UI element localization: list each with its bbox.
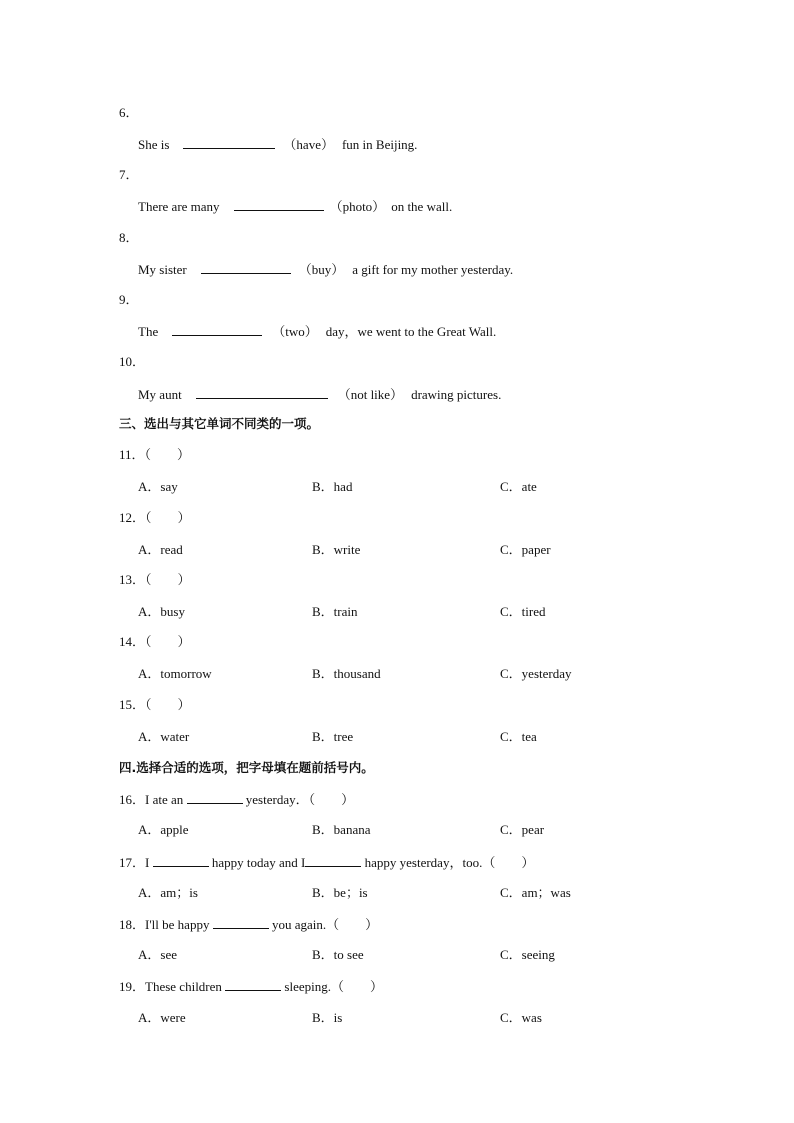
question-10-hint: （not like） — [337, 387, 404, 402]
question-8-after: a gift for my mother yesterday. — [352, 262, 514, 277]
question-14-option-a[interactable]: A．tomorrow — [138, 666, 212, 681]
question-17-part2: happy today and I — [211, 855, 306, 870]
question-19-blank[interactable] — [225, 978, 281, 991]
question-13-option-a[interactable]: A．busy — [138, 604, 185, 619]
question-16-stem — [119, 791, 354, 808]
question-12-option-c[interactable]: C．paper — [500, 542, 551, 557]
question-6-number: 6． — [119, 105, 139, 120]
question-19-number: 19． — [119, 979, 146, 994]
question-16-option-b[interactable]: B．banana — [312, 822, 371, 837]
question-17-stem — [119, 854, 534, 871]
question-17-blank-2[interactable] — [305, 854, 361, 867]
question-7-before: There are many — [138, 199, 220, 214]
question-18-blank[interactable] — [213, 916, 269, 929]
question-19-option-c[interactable]: C．was — [500, 1010, 542, 1025]
question-17-option-c[interactable]: C．am；was — [500, 885, 571, 900]
question-9-text — [138, 323, 496, 340]
question-8-number: 8． — [119, 230, 139, 245]
question-18-option-a[interactable]: A．see — [138, 947, 177, 962]
question-12-option-a[interactable]: A．read — [138, 542, 183, 557]
section-4-title: 四.选择合适的选项，把字母填在题前括号内。 — [119, 760, 374, 775]
question-7-number: 7． — [119, 167, 139, 182]
question-16-part1: I ate an — [145, 792, 184, 807]
question-16-blank[interactable] — [187, 791, 243, 804]
question-8-text — [138, 261, 513, 278]
question-10-blank[interactable] — [196, 386, 328, 399]
question-8-hint: （buy） — [298, 262, 345, 277]
question-13-stem: 13．（ ） — [119, 572, 191, 587]
question-13-option-b[interactable]: B．train — [312, 604, 358, 619]
question-17-number: 17． — [119, 855, 146, 870]
question-6-hint: （have） — [283, 137, 334, 152]
question-19-option-a[interactable]: A．were — [138, 1010, 186, 1025]
question-9-after: day，we went to the Great Wall. — [325, 324, 497, 339]
question-9-before: The — [138, 324, 159, 339]
question-11-option-a[interactable]: A．say — [138, 479, 178, 494]
question-13-option-c[interactable]: C．tired — [500, 604, 546, 619]
question-9-number: 9． — [119, 292, 139, 307]
question-17-blank-1[interactable] — [153, 854, 209, 867]
question-14-option-b[interactable]: B．thousand — [312, 666, 381, 681]
question-15-stem: 15．（ ） — [119, 697, 191, 712]
question-15-option-c[interactable]: C．tea — [500, 729, 537, 744]
question-17-part3: happy yesterday，too.（ ） — [364, 855, 535, 870]
question-16-part2: yesterday．（ ） — [245, 792, 355, 807]
question-16-option-c[interactable]: C．pear — [500, 822, 545, 837]
question-19-stem — [119, 978, 383, 995]
question-17-option-b[interactable]: B．be；is — [312, 885, 368, 900]
question-9-hint: （two） — [272, 324, 318, 339]
question-6-after: fun in Beijing. — [341, 137, 418, 152]
question-8-blank[interactable] — [201, 261, 291, 274]
question-11-option-b[interactable]: B．had — [312, 479, 353, 494]
question-19-part2: sleeping.（ ） — [284, 979, 383, 994]
question-17-option-a[interactable]: A．am；is — [138, 885, 198, 900]
question-6-text — [138, 136, 417, 153]
question-14-stem: 14．（ ） — [119, 634, 191, 649]
question-10-number: 10． — [119, 354, 146, 369]
question-16-option-a[interactable]: A．apple — [138, 822, 189, 837]
question-16-number: 16． — [119, 792, 146, 807]
section-3-title: 三、选出与其它单词不同类的一项。 — [119, 416, 320, 431]
question-12-stem: 12．（ ） — [119, 510, 191, 525]
question-17-part1: I — [145, 855, 150, 870]
question-7-hint: （photo） — [329, 199, 386, 214]
question-11-stem: 11．（ ） — [119, 447, 191, 462]
question-18-option-c[interactable]: C．seeing — [500, 947, 555, 962]
question-7-after: on the wall. — [391, 199, 453, 214]
question-18-part2: you again.（ ） — [271, 917, 379, 932]
question-7-blank[interactable] — [234, 198, 324, 211]
question-15-option-b[interactable]: B．tree — [312, 729, 354, 744]
question-19-option-b[interactable]: B．is — [312, 1010, 343, 1025]
question-19-part1: These children — [145, 979, 222, 994]
question-14-option-c[interactable]: C．yesterday — [500, 666, 572, 681]
question-10-text — [138, 386, 501, 403]
question-18-option-b[interactable]: B．to see — [312, 947, 364, 962]
question-15-option-a[interactable]: A．water — [138, 729, 190, 744]
question-18-part1: I'll be happy — [145, 917, 210, 932]
question-8-before: My sister — [138, 262, 187, 277]
question-6-blank[interactable] — [183, 136, 275, 149]
question-18-stem — [119, 916, 378, 933]
question-18-number: 18． — [119, 917, 146, 932]
question-9-blank[interactable] — [172, 323, 262, 336]
question-7-text — [138, 198, 452, 215]
question-11-option-c[interactable]: C．ate — [500, 479, 537, 494]
question-6-before: She is — [138, 137, 170, 152]
question-12-option-b[interactable]: B．write — [312, 542, 361, 557]
question-10-before: My aunt — [138, 387, 182, 402]
question-10-after: drawing pictures. — [411, 387, 502, 402]
